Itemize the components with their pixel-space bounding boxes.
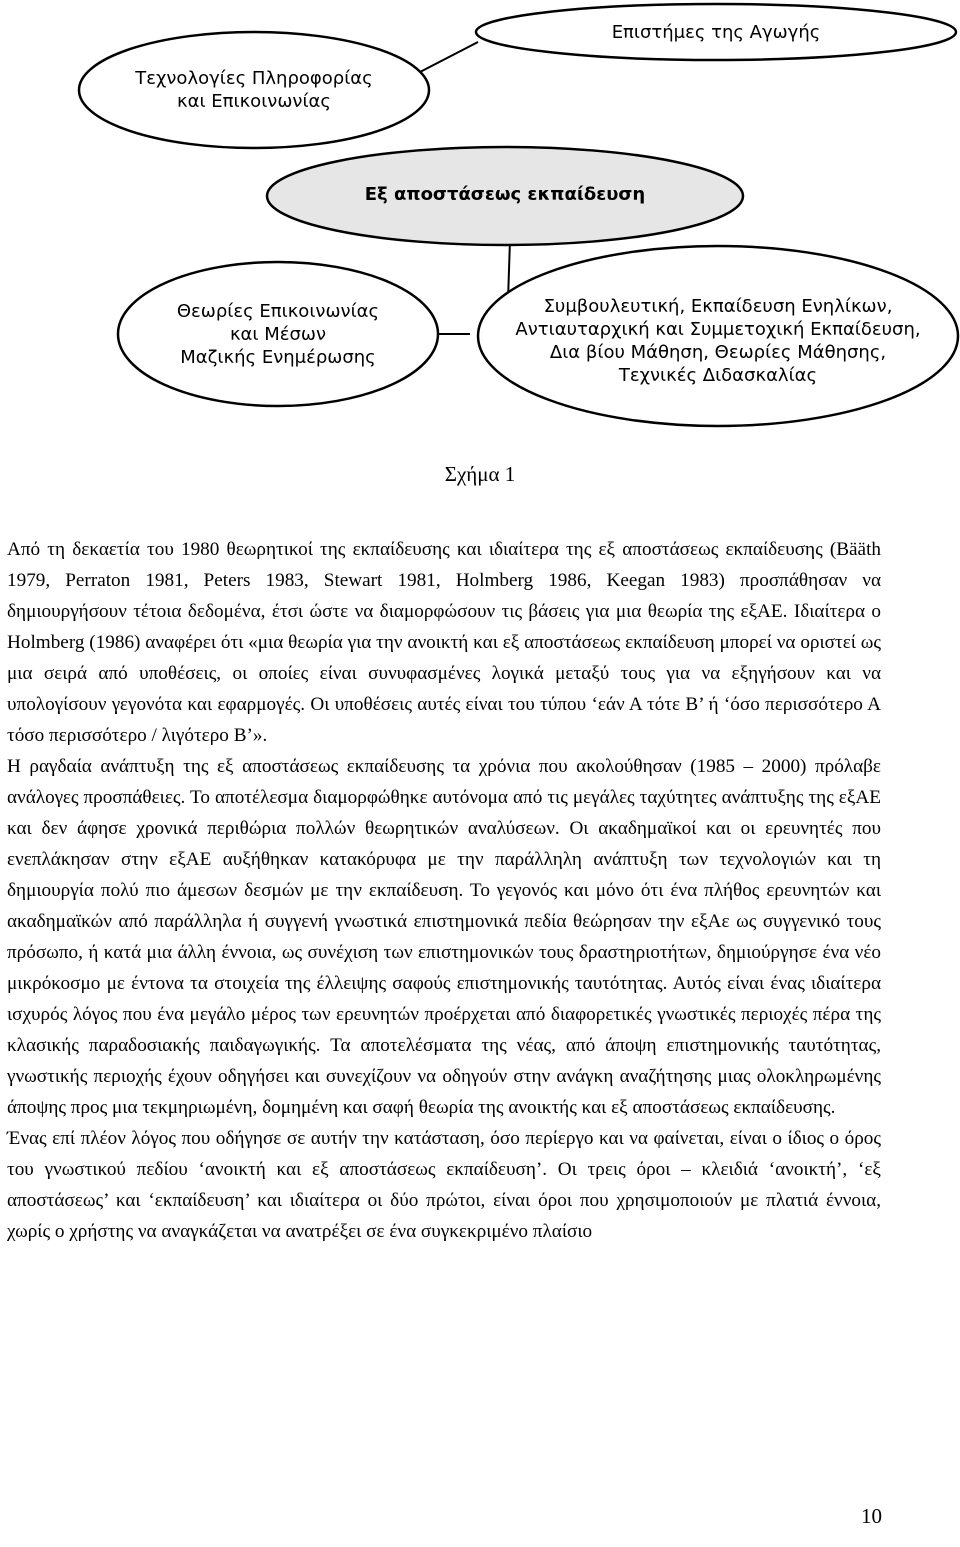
node-education-sciences-label: Επιστήμες της Αγωγής — [611, 21, 821, 43]
node-communication-theories-label: Θεωρίες Επικοινωνίας και Μέσων Μαζικής Ενημέρωσης — [176, 300, 380, 368]
concept-diagram — [0, 0, 960, 440]
page-number: 10 — [861, 1504, 882, 1528]
paragraph: Από τη δεκαετία του 1980 θεωρητικοί της εκπαίδευσης και ιδιαίτερα της εξ αποστάσεως εκπαίδευσης (Bääth 1979, Perraton 1981, Peters 1983, Stewart 1981, Holmberg 1986, Keegan 1983) προσπάθησαν να δημιουργήσουν τέτοια δεδομένα, έτσι ώστε να διαμορφώσουν τις βάσεις για μια θεωρία της εξΑΕ. Ιδιαίτερα ο Holmberg (1986) αναφέρει ότι «μια θεωρία για την ανοικτή και εξ αποστάσεως εκπαίδευση μπορεί να οριστεί ως μια σειρά από υποθέσεις, οι οποίες είναι συνυφασμένες λογικά μεταξύ τους για να εξηγήσουν και να υπολογίσουν γεγονότα και εφαρμογές. Οι υποθέσεις αυτές είναι του τύπου ‘εάν Α τότε Β’ ή ‘όσο περισσότερο Α τόσο περισσότερο / λιγότερο Β’». — [7, 539, 881, 746]
body-text — [7, 534, 881, 1247]
node-distance-education-label: Εξ αποστάσεως εκπαίδευση — [364, 183, 646, 205]
paragraph: Ένας επί πλέον λόγος που οδήγησε σε αυτήν την κατάσταση, όσο περίεργο και να φαίνεται, είναι ο ίδιος ο όρος του γνωστικού πεδίου ‘ανοικτή και εξ αποστάσεως εκπαίδευση’. Οι τρεις όροι – κλειδιά ‘ανοικτή’, ‘εξ αποστάσεως’ και ‘εκπαίδευση’ και ιδιαίτερα οι δύο πρώτοι, είναι όροι που χρησιμοποιούν με πλατιά έννοια, χωρίς ο χρήστης να αναγκάζεται να ανατρέξει σε ένα συγκεκριμένο πλαίσιο — [7, 1128, 881, 1242]
figure-caption: Σχήμα 1 — [444, 462, 516, 486]
paragraph: Η ραγδαία ανάπτυξη της εξ αποστάσεως εκπαίδευσης τα χρόνια που ακολούθησαν (1985 – 2000) πρόλαβε ανάλογες προσπάθειες. Το αποτέλεσμα διαμορφώθηκε αυτόνομα από τις μεγάλες ταχύτητες ανάπτυξης της εξΑΕ και δεν άφησε χρονικά περιθώρια πολλών θεωρητικών αναλύσεων. Οι ακαδημαϊκοί και οι ερευνητές που ενεπλάκησαν στην εξΑΕ αυξήθηκαν κατακόρυφα με την παράλληλη ανάπτυξη των τεχνολογιών και τη δημιουργία πολύ πιο άμεσων δεσμών με την εκπαίδευση. Το γεγονός και μόνο ότι ένα πλήθος ερευνητών και ακαδημαϊκών από παράλληλα ή συγγενή γνωστικά επιστημονικά πεδία θεώρησαν την εξΑε ως συγγενικό τους πρόσωπο, ή κατά μια άλλη έννοια, ως συνέχιση των επιστημονικών τους δραστηριοτήτων, δημιούργησε ένα νέο μικρόκοσμο με έντονα τα στοιχεία της έλλειψης σαφούς επιστημονικής ταυτότητας. Αυτός είναι ένας ιδιαίτερα ισχυρός λόγος που ένα μεγάλο μέρος των ερευνητών προέρχεται από διαφορετικές γνωστικές περιοχές πέρα της κλασικής παραδοσιακής παιδαγωγικής. Τα αποτελέσματα της νέας, από άποψη επιστημονικής ταυτότητας, γνωστικής περιοχής έχουν οδηγήσει και συνεχίζουν να οδηγούν στην ανάγκη αναζήτησης μιας ολοκληρωμένης άποψης προς μια τεκμηριωμένη, δομημένη και σαφή θεωρία της ανοικτής και εξ αποστάσεως εκπαίδευσης. — [7, 756, 881, 1118]
node-ict-label: Τεχνολογίες Πληροφορίας και Επικοινωνίας — [135, 68, 373, 112]
node-adult-education-label: Συμβουλευτική, Εκπαίδευση Ενηλίκων, Αντιαυταρχική και Συμμετοχική Εκπαίδευση, Δια βίου Μάθηση, Θεωρίες Μάθησης, Τεχνικές Διδασκαλίας — [515, 296, 921, 386]
